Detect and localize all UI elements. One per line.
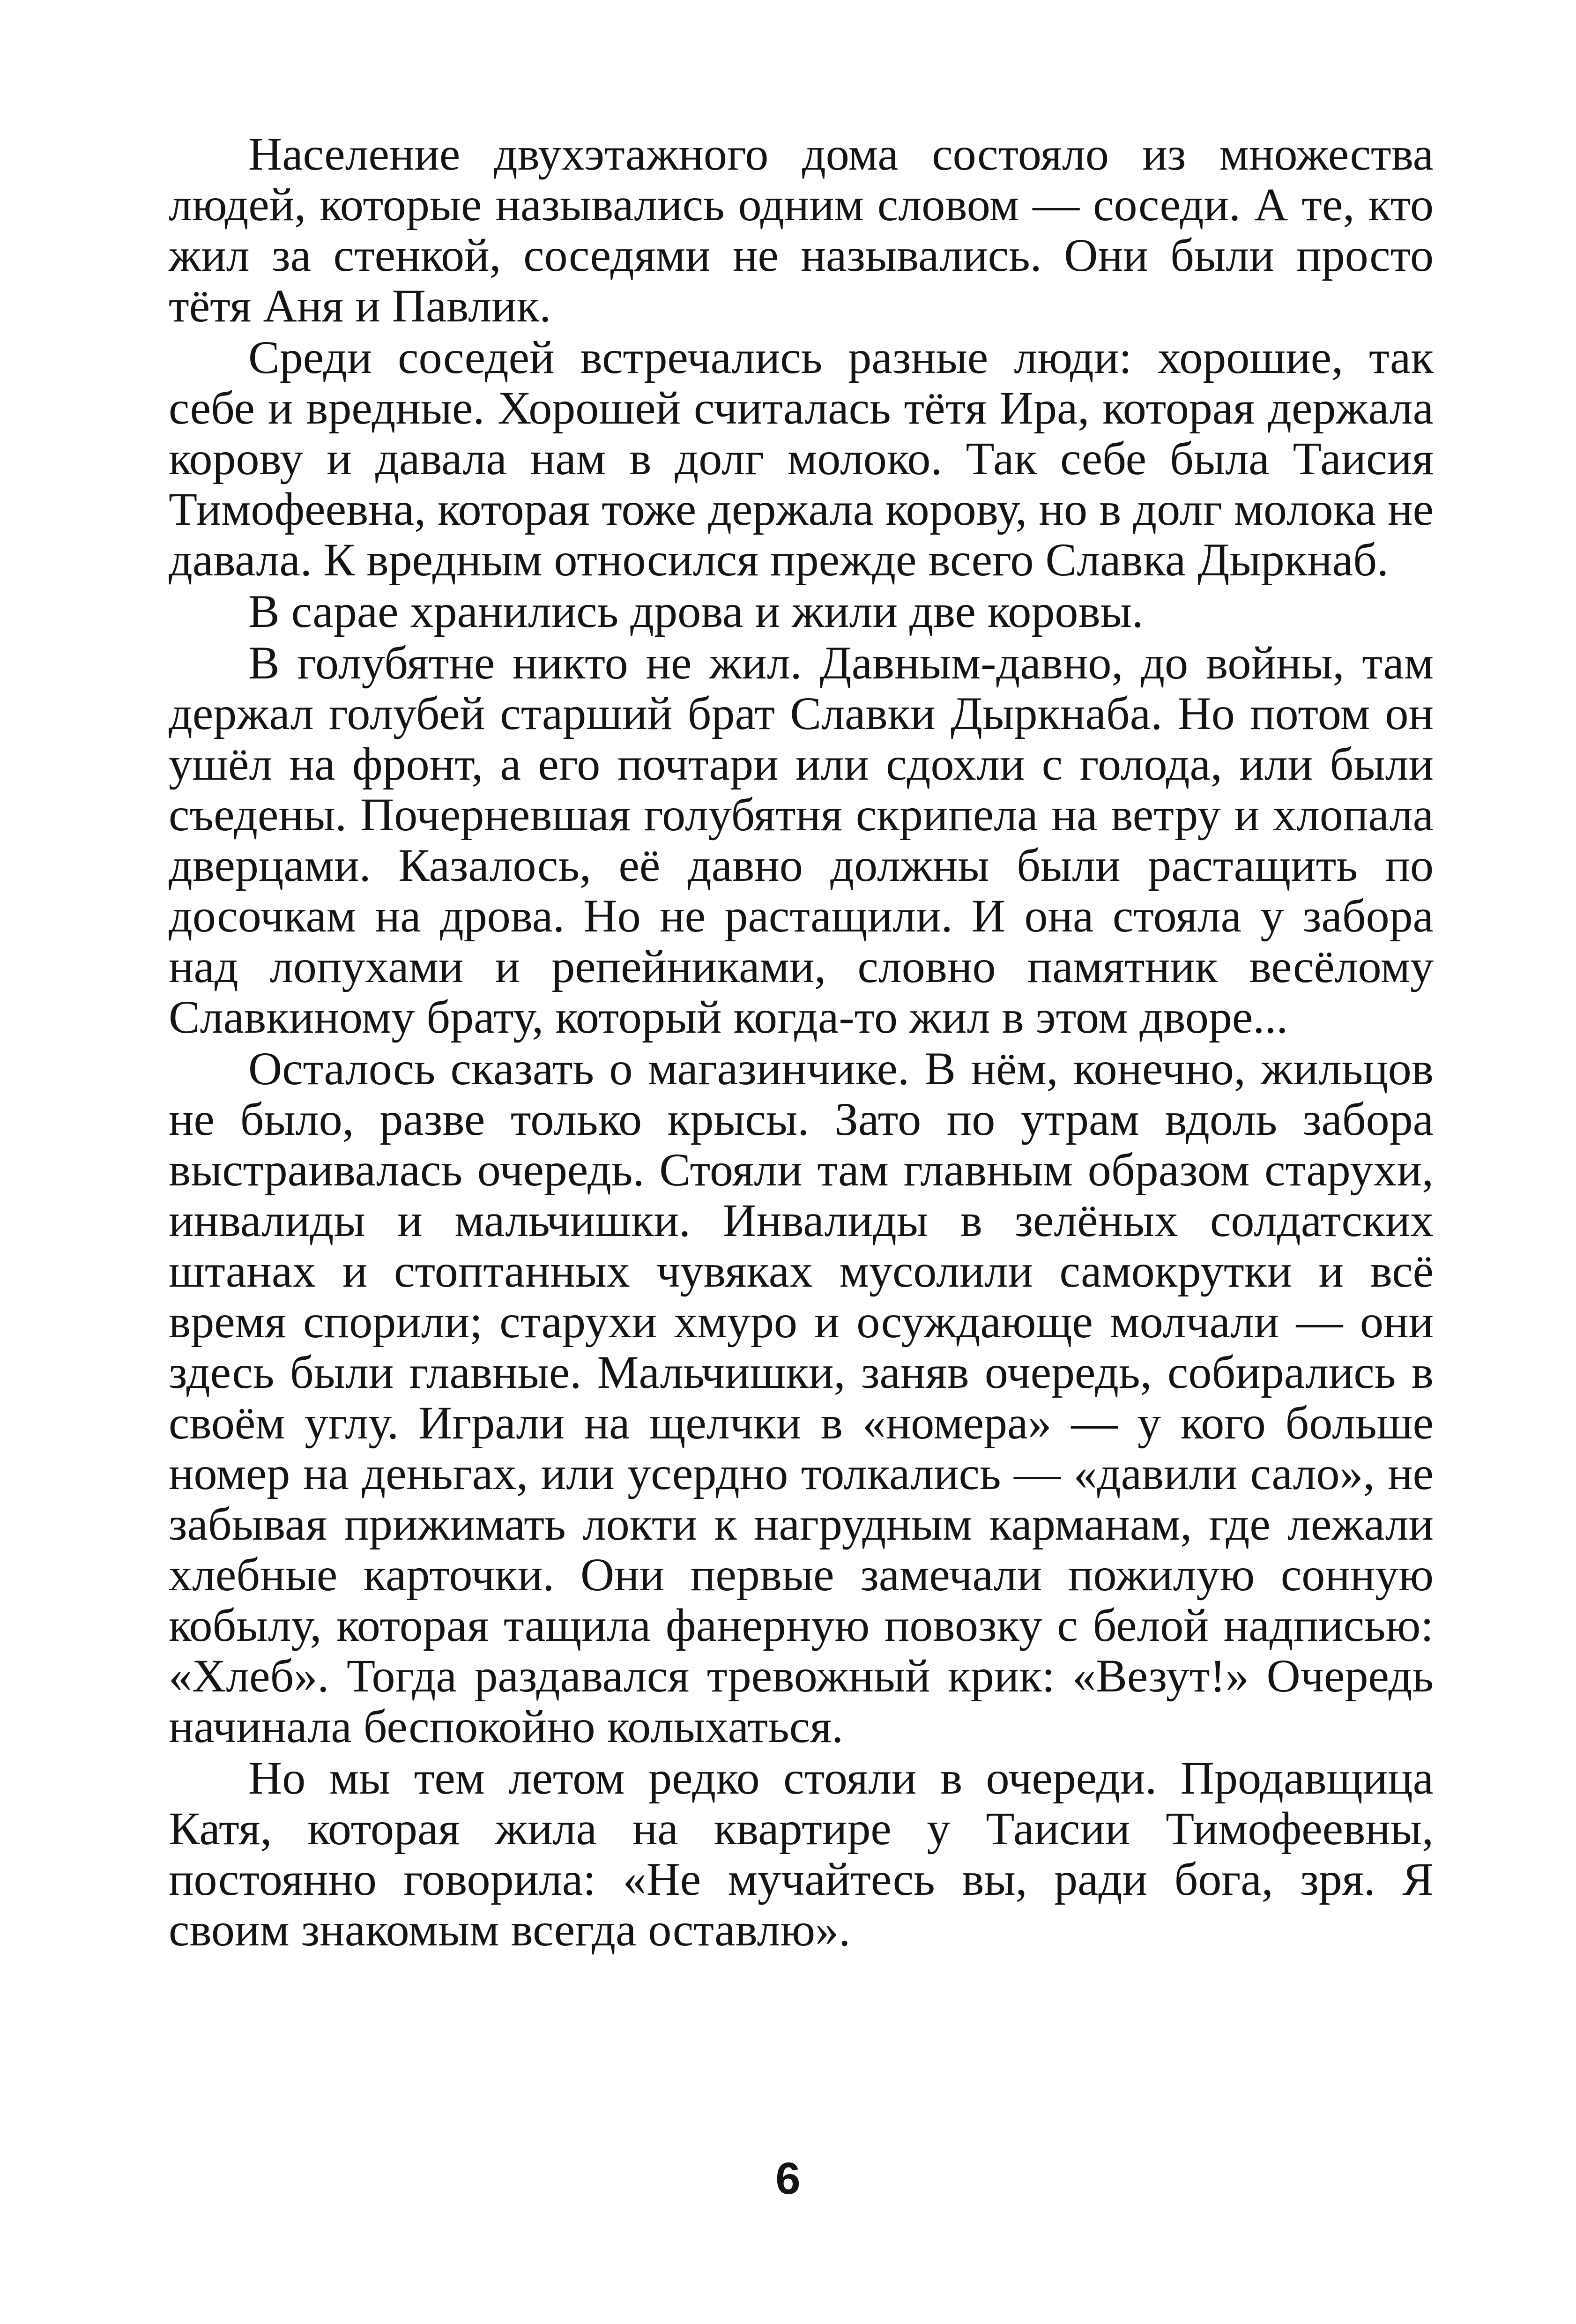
paragraph-1: Население двухэтажного дома состояло из множества людей, которые назывались одним словом — соседи. А те, кто жил за стенкой, соседями не назывались. Они были просто тётя Аня и Павлик. bbox=[169, 128, 1434, 332]
body-text bbox=[169, 129, 1434, 1956]
page-number: 6 bbox=[775, 2153, 801, 2204]
paragraph-4: В голубятне никто не жил. Давным-давно, до войны, там держал голубей старший брат Славки Дыркнаба. Но потом он ушёл на фронт, а его почтари или сдохли с голода, или были съедены. Почерневшая голубятня скрипела на ветру и хлопала дверцами. Казалось, её давно должны были растащить по досочкам на дрова. Но не растащили. И она стояла у забора над лопухами и репейниками, словно памятник весёлому Славкиному брату, который когда-то жил в этом дворе... bbox=[169, 637, 1434, 1043]
paragraph-6: Но мы тем летом редко стояли в очереди. Продавщица Катя, которая жила на квартире у Таисии Тимофеевны, постоянно говорила: «Не мучайтесь вы, ради бога, зря. Я своим знакомым всегда оставлю». bbox=[169, 1752, 1434, 1956]
paragraph-3: В сарае хранились дрова и жили две коровы. bbox=[248, 585, 1144, 637]
paragraph-5: Осталось сказать о магазинчике. В нём, конечно, жильцов не было, разве только крысы. Зато по утрам вдоль забора выстраивалась очередь. Стояли там главным образом старухи, инвалиды и мальчишки. Инвалиды в зелёных солдатских штанах и стоптанных чувяках мусолили самокрутки и всё время спорили; старухи хмуро и осуждающе молчали — они здесь были главные. Мальчишки, заняв очередь, собирались в своём углу. Играли на щелчки в «номера» — у кого больше номер на деньгах, или усердно толкались — «давили сало», не забывая прижимать локти к нагрудным карманам, где лежали хлебные карточки. Они первые замечали пожилую сонную кобылу, которая тащила фанерную повозку с белой надписью: «Хлеб». Тогда раздавался тревожный крик: «Везут!» Очередь начинала беспокойно колыхаться. bbox=[169, 1043, 1434, 1752]
paragraph-2: Среди соседей встречались разные люди: хорошие, так себе и вредные. Хорошей считалась тётя Ира, которая держала корову и давала нам в долг молоко. Так себе была Таисия Тимофеевна, которая тоже держала корову, но в долг молока не давала. К вредным относился прежде всего Славка Дыркнаб. bbox=[169, 331, 1434, 586]
